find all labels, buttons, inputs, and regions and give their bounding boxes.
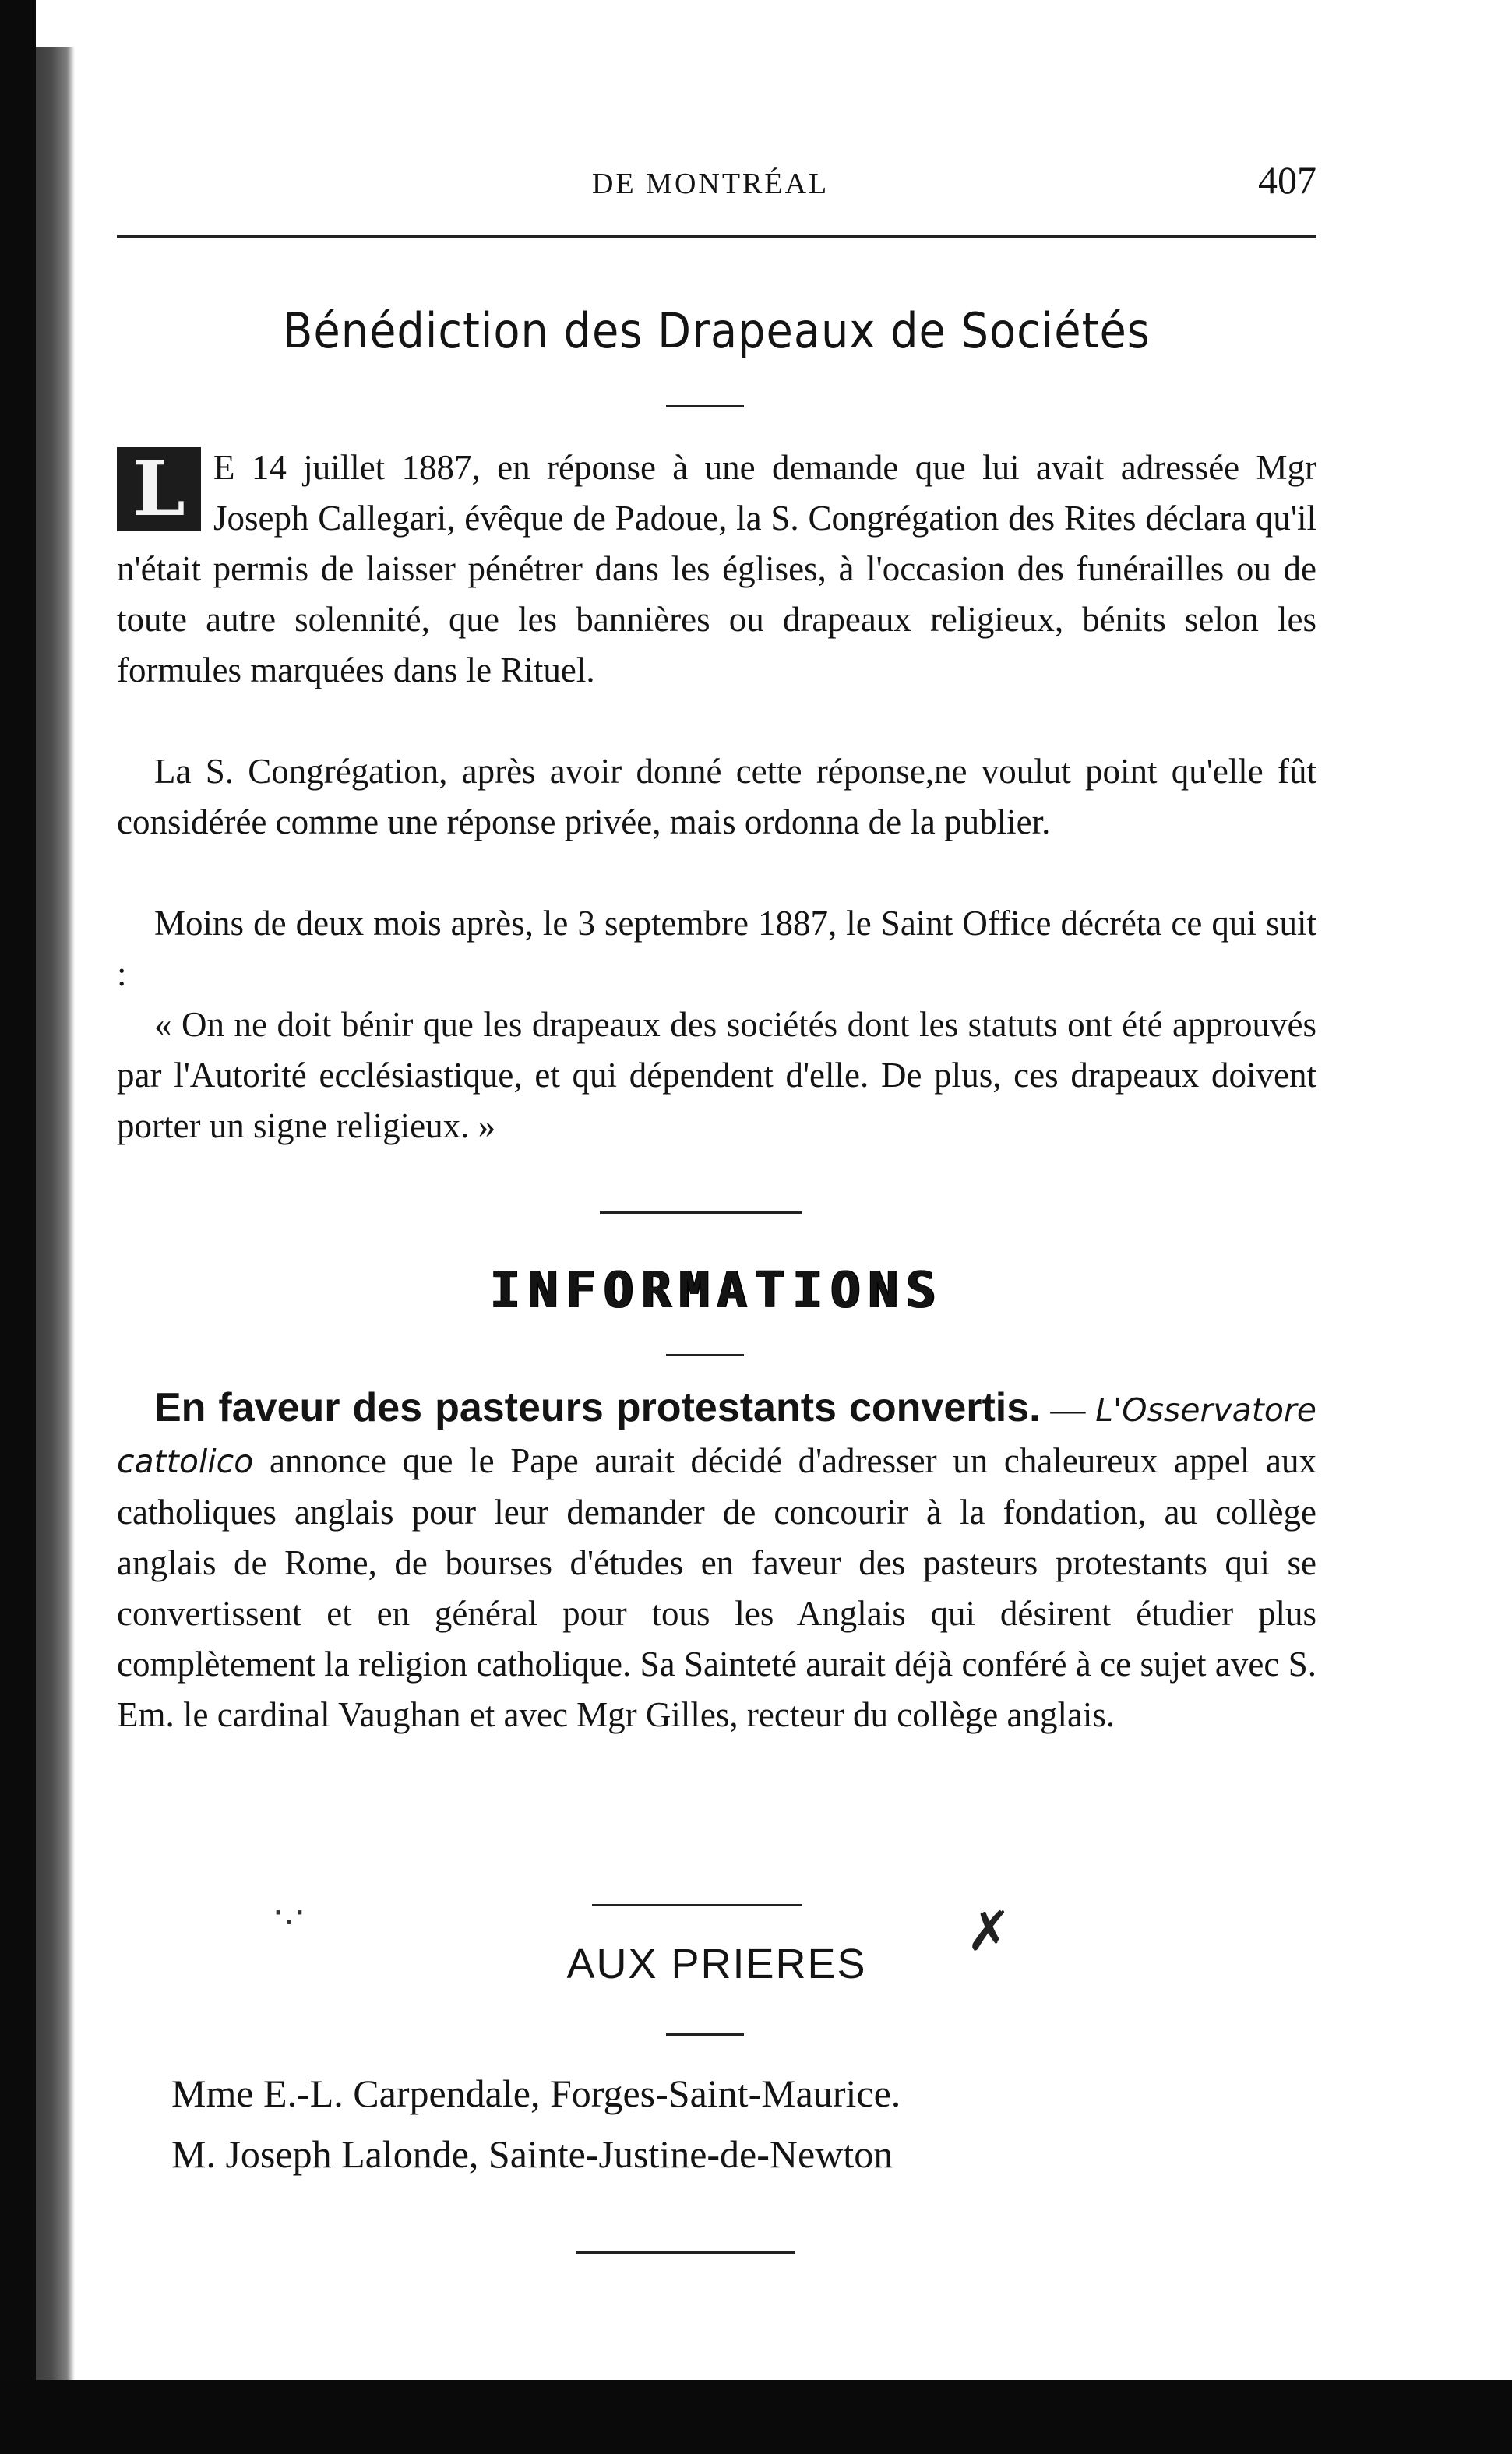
paragraph-informations bbox=[117, 1383, 1316, 1740]
article-lead: En faveur des pasteurs protestants convertis. bbox=[154, 1385, 1041, 1430]
section-divider-2 bbox=[592, 1904, 802, 1906]
paragraph-1-text: E 14 juillet 1887, en réponse à une demande que lui avait adressée Mgr Joseph Callegari, évêque de Padoue, la S. Congrégation des Rites déclara qu'il n'était permis de laisser pénétrer dans les églises, à l'occasion des funérailles ou de toute autre solennité, que les bannières ou drapeaux religieux, bénits selon les formules marquées dans le Rituel. bbox=[117, 448, 1316, 689]
section-title-aux-prieres: AUX PRIERES bbox=[566, 1941, 867, 1987]
paragraph-4-text: « On ne doit bénir que les drapeaux des sociétés dont les statuts ont été approuvés par l'Autorité ecclésiastique, et qui dépendent d'elle. De plus, ces drapeaux doivent porter un signe religieux. » bbox=[117, 1005, 1316, 1145]
section-title-informations: INFORMATIONS bbox=[489, 1262, 944, 1320]
book-spine-shadow bbox=[0, 0, 36, 2454]
title-rule bbox=[666, 405, 744, 407]
paragraph-3-text: Moins de deux mois après, le 3 septembre 1887, le Saint Office décréta ce qui suit : bbox=[117, 904, 1316, 993]
dropcap-ornament bbox=[117, 447, 201, 531]
section-divider-3 bbox=[576, 2251, 795, 2254]
prayer-list bbox=[171, 2063, 901, 2184]
page-number: 407 bbox=[1258, 158, 1316, 202]
ink-mark: ·.· bbox=[273, 1893, 305, 1933]
section-title-benediction: Bénédiction des Drapeaux de Sociétés bbox=[283, 302, 1151, 359]
informations-rule bbox=[666, 1354, 744, 1356]
paragraph-2-text: La S. Congrégation, après avoir donné cette réponse,ne voulut point qu'elle fût considérée comme une réponse privée, mais ordonna de la publier. bbox=[117, 752, 1316, 841]
dropcap-letter: L bbox=[132, 445, 185, 533]
paragraph-4-decree bbox=[117, 1000, 1316, 1151]
paragraph-3 bbox=[117, 898, 1316, 1000]
paragraph-1 bbox=[117, 442, 1316, 696]
running-title: DE MONTRÉAL bbox=[592, 167, 830, 200]
article-dash: — bbox=[1040, 1390, 1096, 1429]
section-divider-1 bbox=[600, 1211, 802, 1214]
running-head bbox=[117, 140, 1316, 202]
prayer-name: M. Joseph Lalonde, Sainte-Justine-de-Newton bbox=[171, 2132, 893, 2176]
prayer-name: Mme E.-L. Carpendale, Forges-Saint-Maurice. bbox=[171, 2071, 901, 2115]
journal-name: L'Osservatore cattolico bbox=[117, 1391, 1317, 1480]
book-gutter-shadow bbox=[36, 47, 75, 2399]
prieres-rule bbox=[666, 2033, 744, 2036]
article-body: annonce que le Pape aurait décidé d'adresser un chaleureux appel aux catholiques anglais pour leur demander de concourir à la fondation, au collège anglais de Rome, de bourses d'études en faveur des pasteurs protestants qui se convertissent et en général pour tous les Anglais qui désirent étudier plus complètement la religion catholique. Sa Sainteté aurait déjà conféré à ce sujet avec S. Em. le cardinal Vaughan et avec Mgr Gilles, recteur du collège anglais. bbox=[117, 1441, 1316, 1734]
header-rule bbox=[117, 235, 1316, 238]
page bbox=[117, 140, 1316, 202]
bottom-edge-shadow bbox=[0, 2380, 1512, 2454]
paragraph-2 bbox=[117, 746, 1316, 848]
ink-mark: ✗ bbox=[966, 1899, 1012, 1963]
